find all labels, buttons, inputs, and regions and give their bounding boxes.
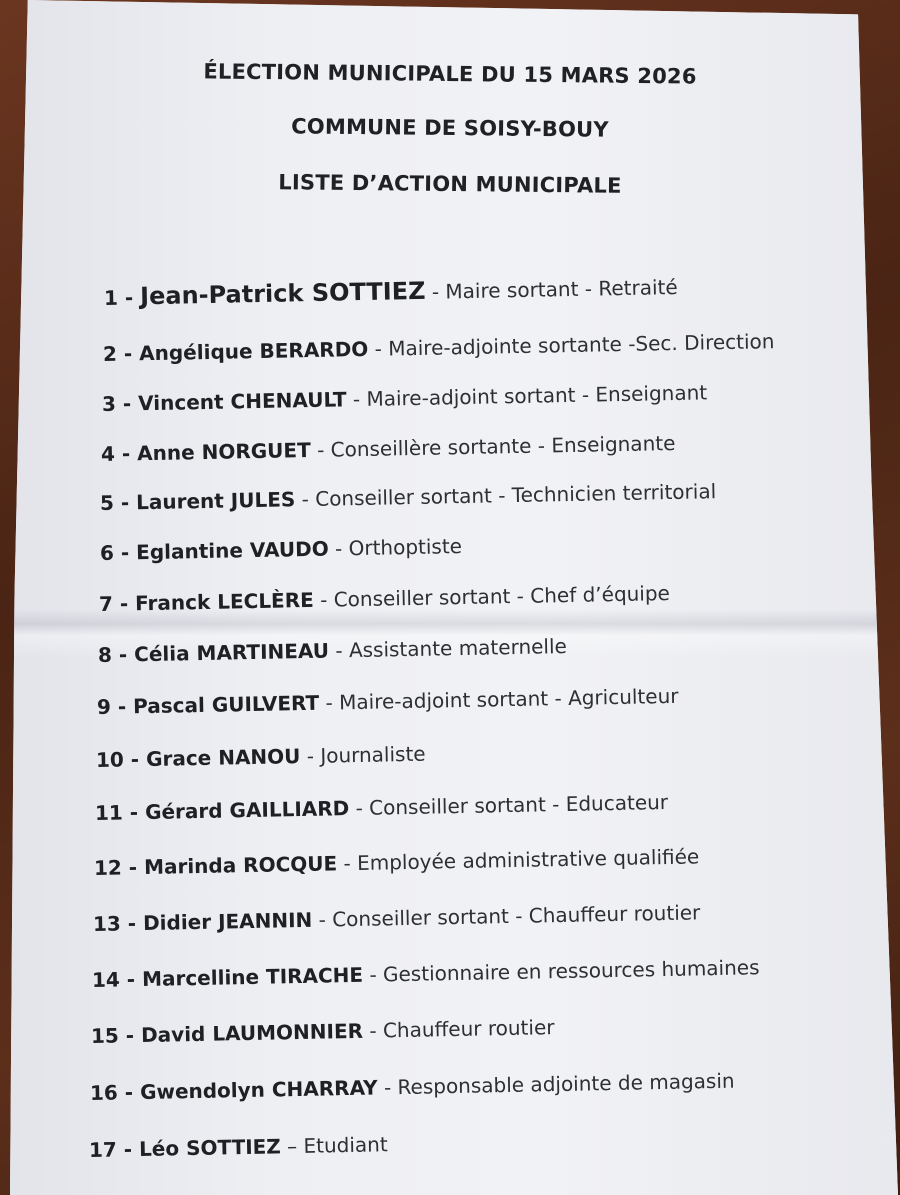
candidate-number: 1 -: [103, 285, 141, 310]
candidate-number: 4 -: [100, 441, 138, 466]
list-item: [93, 900, 701, 936]
list-item: [104, 272, 678, 311]
list-item: [99, 581, 670, 616]
candidate-description: - Maire-adjoint sortant - Agriculteur: [318, 683, 679, 715]
candidate-name: Jean-Patrick SOTTIEZ: [139, 276, 426, 311]
candidate-number: 6 -: [99, 540, 137, 565]
list-item: [96, 742, 426, 772]
candidate-name: Laurent JULES: [135, 487, 296, 515]
candidate-description: - Conseiller sortant - Chauffeur routier: [312, 900, 701, 932]
list-item: [103, 329, 775, 366]
candidate-description: - Journaliste: [300, 741, 426, 769]
list-item: [102, 380, 708, 416]
candidate-description: - Maire sortant - Retraité: [425, 274, 678, 304]
candidate-number: 14 -: [91, 967, 143, 992]
list-item: [90, 1069, 735, 1105]
list-item: [94, 844, 700, 880]
list-item: [98, 634, 567, 667]
list-item: [92, 955, 760, 992]
candidate-number: 5 -: [99, 490, 137, 515]
commune-name: COMMUNE DE SOISY-BOUY: [291, 114, 609, 142]
candidate-name: Célia MARTINEAU: [133, 638, 330, 667]
candidate-description: – Etudiant: [280, 1132, 388, 1159]
candidate-name: Eglantine VAUDO: [135, 536, 329, 565]
candidate-name: Gwendolyn CHARRAY: [139, 1075, 378, 1105]
candidate-name: Léo SOTTIEZ: [138, 1134, 282, 1162]
candidate-name: Gérard GAILLIARD: [144, 796, 350, 825]
election-title: ÉLECTION MUNICIPALE DU 15 MARS 2026: [203, 59, 697, 89]
candidate-description: - Conseiller sortant - Educateur: [349, 789, 669, 821]
list-item: [95, 790, 668, 825]
candidate-description: - Gestionnaire en ressources humaines: [362, 955, 760, 987]
candidate-name: Didier JEANNIN: [142, 907, 313, 936]
candidate-name: David LAUMONNIER: [140, 1018, 364, 1048]
list-item: [100, 534, 462, 565]
list-name: LISTE D’ACTION MUNICIPALE: [278, 170, 622, 198]
candidate-number: 17 -: [88, 1137, 140, 1162]
candidate-name: Pascal GUILVERT: [132, 690, 320, 719]
candidate-description: - Conseiller sortant - Technicien territorial: [295, 479, 717, 512]
candidate-name: Vincent CHENAULT: [137, 387, 347, 416]
candidate-number: 16 -: [89, 1080, 141, 1105]
candidate-description: - Maire-adjointe sortante -Sec. Direction: [368, 329, 775, 361]
candidate-description: - Employée administrative qualifiée: [336, 844, 700, 876]
candidate-name: Grace NANOU: [145, 744, 301, 772]
candidate-description: - Maire-adjoint sortant - Enseignant: [346, 380, 708, 412]
candidate-number: 8 -: [97, 642, 135, 667]
candidate-description: - Conseiller sortant - Chef d’équipe: [313, 581, 671, 612]
candidate-name: Angélique BERARDO: [138, 336, 369, 366]
list-item: [97, 684, 679, 719]
candidate-description: - Responsable adjointe de magasin: [377, 1068, 735, 1100]
candidate-number: 13 -: [92, 911, 144, 936]
candidate-number: 15 -: [90, 1023, 142, 1048]
candidate-number: 9 -: [96, 694, 134, 719]
candidate-number: 7 -: [98, 591, 136, 616]
candidate-name: Marinda ROCQUE: [143, 851, 338, 880]
candidate-name: Anne NORGUET: [136, 437, 311, 466]
candidate-name: Marcelline TIRACHE: [141, 962, 364, 992]
list-item: [100, 479, 717, 515]
candidate-description: - Orthoptiste: [328, 534, 463, 561]
list-item: [89, 1132, 388, 1162]
list-item: [101, 431, 676, 466]
list-item: [91, 1015, 555, 1048]
candidate-description: - Assistante maternelle: [328, 634, 568, 663]
candidate-number: 12 -: [93, 855, 145, 880]
candidate-number: 11 -: [94, 800, 146, 825]
candidate-number: 10 -: [95, 747, 147, 772]
candidate-number: 3 -: [101, 391, 139, 416]
candidate-description: - Conseillère sortante - Enseignante: [310, 430, 676, 462]
candidate-name: Franck LECLÈRE: [134, 587, 315, 616]
candidate-number: 2 -: [102, 341, 140, 366]
candidate-description: - Chauffeur routier: [362, 1015, 555, 1043]
